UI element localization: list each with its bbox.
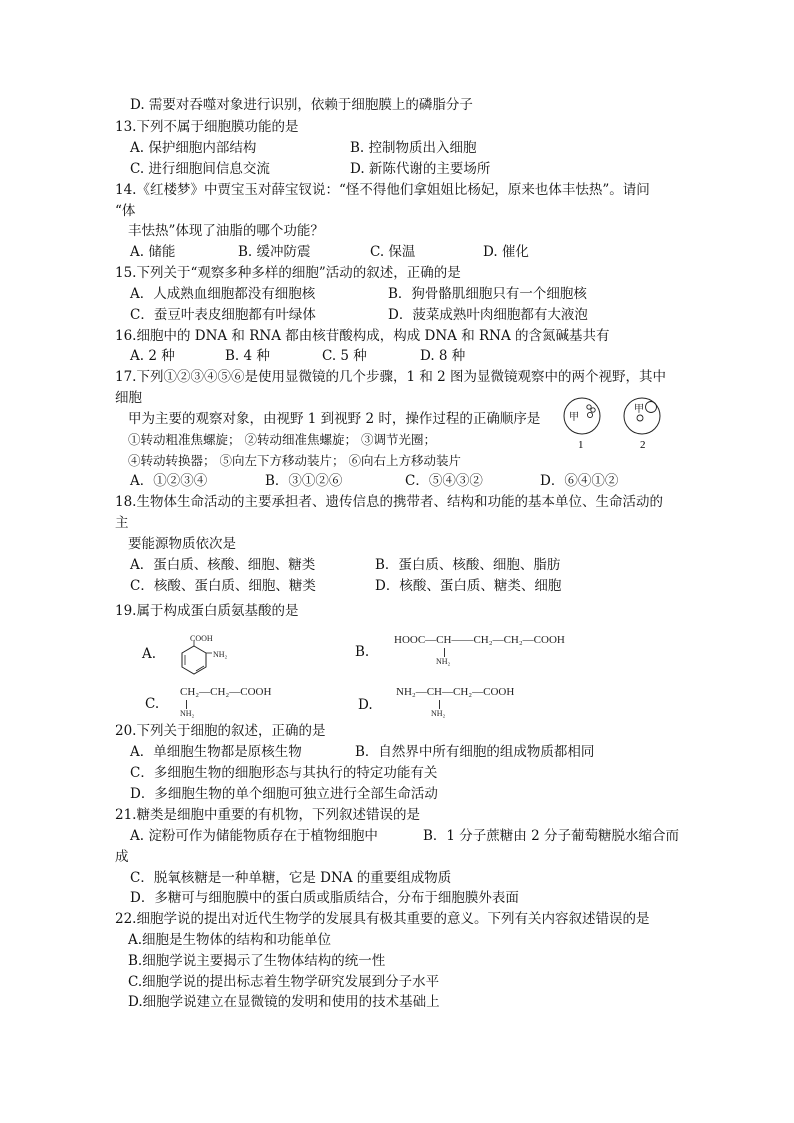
q15-option-b: B．狗骨骼肌细胞只有一个细胞核 <box>388 286 587 302</box>
q19-option-d-label: D. <box>358 697 373 713</box>
q16-option-d: D. 8 种 <box>420 348 466 364</box>
q20-option-c: C．多细胞生物的细胞形态与其执行的特定功能有关 <box>130 765 438 781</box>
q16-stem: 16.细胞中的 DNA 和 RNA 都由核苷酸构成，构成 DNA 和 RNA 的含氮碱基共有 <box>115 328 610 344</box>
cell-icon <box>587 405 591 409</box>
q19-option-d-nh2: NH₂ <box>431 709 446 718</box>
q22-stem: 22.细胞学说的提出对近代生物学的发展具有极其重要的意义。下列有关内容叙述错误的是 <box>115 911 650 927</box>
cell-icon <box>646 402 657 413</box>
q21-option-b-wrap: 成 <box>115 849 129 865</box>
q13-option-a: A. 保护细胞内部结构 <box>130 140 257 156</box>
q16-option-a: A. 2 种 <box>130 348 175 364</box>
q15-stem: 15.下列关于“观察多种多样的细胞”活动的叙述，正确的是 <box>115 265 461 281</box>
q18-stem-cont: 要能源物质依次是 <box>128 536 236 552</box>
q14-stem: 14.《红楼梦》中贾宝玉对薛宝钗说：“怪不得他们拿姐姐比杨妃，原来也体丰怯热”。请问 <box>115 182 650 198</box>
q17-stem-cont: 甲为主要的观察对象，由视野 1 到视野 2 时，操作过程的正确顺序是 <box>128 411 541 427</box>
q14-option-d: D. 催化 <box>483 244 529 260</box>
q21-option-c: C．脱氧核糖是一种单糖，它是 DNA 的重要组成物质 <box>130 870 452 886</box>
q22-option-d: D.细胞学说建立在显微镜的发明和使用的技术基础上 <box>128 994 440 1010</box>
q19-option-c-formula: CH₂—CH₂—COOH <box>180 686 272 698</box>
q13-option-b: B. 控制物质出入细胞 <box>350 140 477 156</box>
q19-option-b-nh2: NH₂ <box>436 657 451 666</box>
q19-option-d-formula: NH₂—CH—CH₂—COOH <box>396 686 515 698</box>
q18-stem-wrap: 主 <box>115 515 129 531</box>
view2-cell-label: 甲 <box>634 404 644 415</box>
q12-option-d: D. 需要对吞噬对象进行识别，依赖于细胞膜上的磷脂分子 <box>130 97 473 113</box>
q21-stem: 21.糖类是细胞中重要的有机物，下列叙述错误的是 <box>115 807 420 823</box>
q21-option-d: D．多糖可与细胞膜中的蛋白质或脂质结合，分布于细胞膜外表面 <box>130 890 519 906</box>
q13-option-d: D. 新陈代谢的主要场所 <box>350 161 491 177</box>
q17-option-d: D．⑥④①② <box>540 473 619 489</box>
q17-steps-line2: ④转动转换器； ⑤向左下方移动装片； ⑥向右上方移动装片 <box>128 453 461 468</box>
q20-stem: 20.下列关于细胞的叙述，正确的是 <box>115 723 326 739</box>
q17-stem-wrap: 细胞 <box>115 390 142 406</box>
q19-stem: 19.属于构成蛋白质氨基酸的是 <box>115 603 299 619</box>
cell-icon <box>587 412 592 417</box>
q19-option-b-formula: HOOC—CH——CH₂—CH₂—COOH <box>394 634 565 646</box>
q14-option-c: C. 保温 <box>370 244 416 260</box>
cell-icon <box>637 415 643 421</box>
q17-stem: 17.下列①②③④⑤⑥是使用显微镜的几个步骤，1 和 2 图为显微镜观察中的两个视野，其中 <box>115 369 667 385</box>
q17-option-b: B．③①②⑥ <box>265 473 343 489</box>
q20-option-b: B．自然界中所有细胞的组成物质都相同 <box>355 744 595 760</box>
q22-option-c: C.细胞学说的提出标志着生物学研究发展到分子水平 <box>128 974 440 990</box>
view1-cell-label: 甲 <box>569 412 579 423</box>
q18-option-c: C．核酸、蛋白质、细胞、糖类 <box>130 578 316 594</box>
q14-stem-cont: 丰怯热”体现了油脂的哪个功能？ <box>128 223 324 239</box>
q18-option-a: A．蛋白质、核酸、细胞、糖类 <box>130 557 316 573</box>
q13-option-c: C. 进行细胞间信息交流 <box>130 161 270 177</box>
cell-icon <box>591 408 595 412</box>
field-of-view-1 <box>564 398 600 451</box>
q18-stem: 18.生物体生命活动的主要承担者、遗传信息的携带者、结构和功能的基本单位、生命活动的 <box>115 494 663 510</box>
q19-option-c-nh2: NH₂ <box>180 709 195 718</box>
q14-option-b: B. 缓冲防震 <box>238 244 311 260</box>
q19-option-b-label: B. <box>355 644 370 660</box>
microscope-views-figure <box>560 396 670 452</box>
q19-option-a-label: A. <box>142 646 157 662</box>
q15-option-a: A．人成熟血细胞都没有细胞核 <box>130 286 316 302</box>
q16-option-b: B. 4 种 <box>225 348 270 364</box>
q18-option-b: B．蛋白质、核酸、细胞、脂肪 <box>375 557 561 573</box>
q21-option-a: A. 淀粉可作为储能物质存在于植物细胞中 <box>130 828 378 844</box>
q14-stem-wrap: “体 <box>115 203 136 219</box>
field-of-view-2 <box>624 398 660 451</box>
q22-option-a: A.细胞是生物体的结构和功能单位 <box>128 932 332 948</box>
q15-option-c: C．蚕豆叶表皮细胞都有叶绿体 <box>130 307 316 323</box>
q20-option-d: D．多细胞生物的单个细胞可独立进行全部生命活动 <box>130 786 438 802</box>
q22-option-b: B.细胞学说主要揭示了生物体结构的统一性 <box>128 953 386 969</box>
q21-option-b: B．1 分子蔗糖由 2 分子葡萄糖脱水缩合而 <box>423 828 679 844</box>
q16-option-c: C. 5 种 <box>322 348 367 364</box>
view1-number: 1 <box>578 439 584 451</box>
q15-option-d: D．菠菜成熟叶肉细胞都有大液泡 <box>388 307 588 323</box>
q17-option-c: C．⑤④③② <box>405 473 483 489</box>
q17-option-a: A．①②③④ <box>130 473 208 489</box>
q19-option-c-label: C. <box>145 696 160 712</box>
q17-steps-line1: ①转动粗准焦螺旋； ②转动细准焦螺旋； ③调节光圈； <box>128 432 436 447</box>
q20-option-a: A．单细胞生物都是原核生物 <box>130 744 302 760</box>
q13-stem: 13.下列不属于细胞膜功能的是 <box>115 119 299 135</box>
q18-option-d: D．核酸、蛋白质、糖类、细胞 <box>375 578 562 594</box>
view2-number: 2 <box>640 439 646 451</box>
q14-option-a: A. 储能 <box>130 244 176 260</box>
